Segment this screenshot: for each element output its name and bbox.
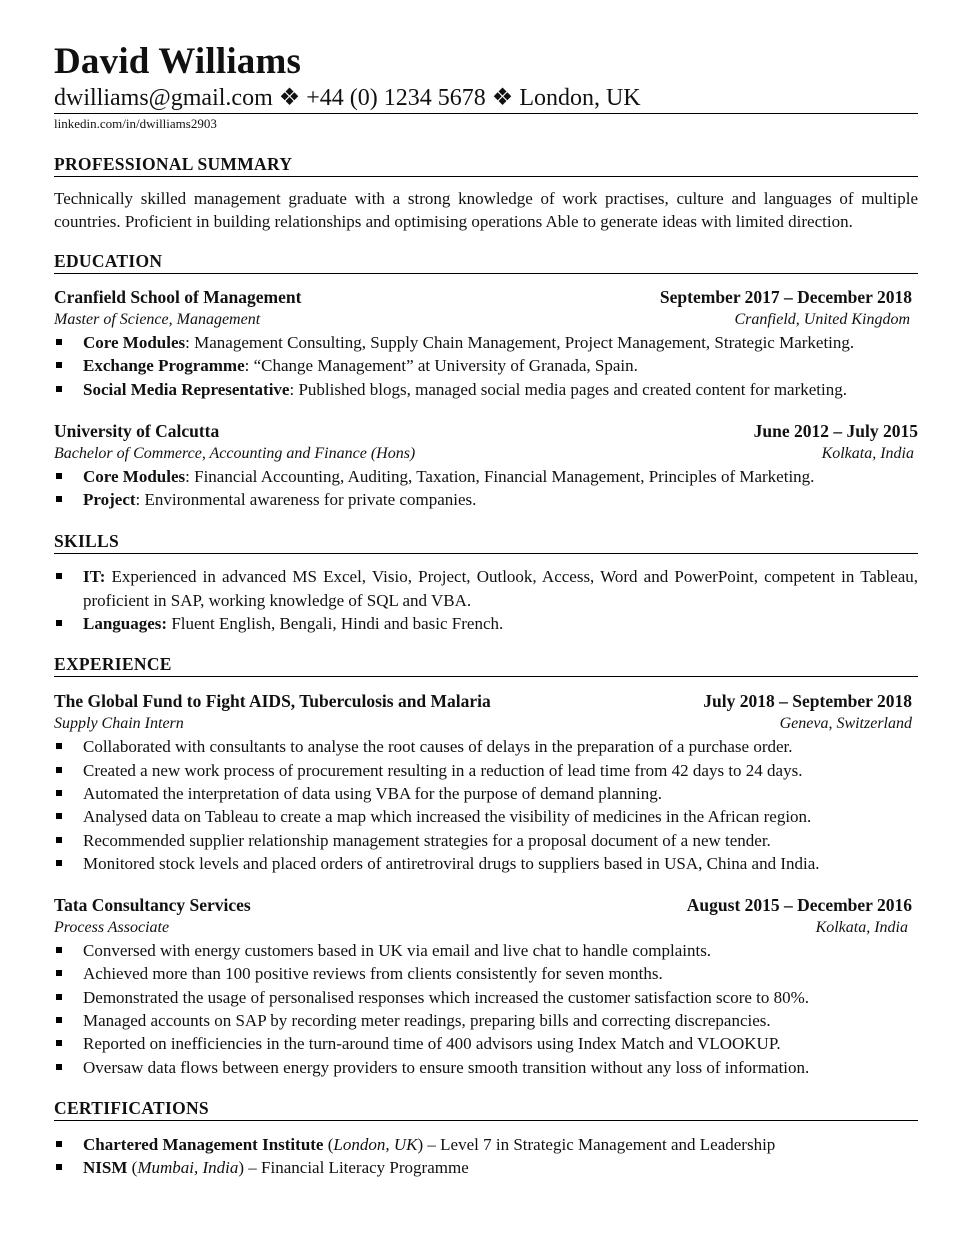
bullet-icon xyxy=(56,573,62,579)
certification-text: – Financial Literacy Programme xyxy=(244,1158,469,1178)
job-title: Process Associate xyxy=(54,919,170,937)
paren-close: ) xyxy=(238,1158,245,1178)
bullet-text: : Management Consulting, Supply Chain Management, Project Management, Strategic Marketing. xyxy=(185,333,855,352)
skill-label: IT: xyxy=(83,567,106,587)
experience-entry xyxy=(54,893,918,1079)
education-dates: September 2017 – December 2018 xyxy=(659,287,912,307)
education-location: Kolkata, India xyxy=(821,444,914,462)
section-title-skills: SKILLS xyxy=(54,530,918,554)
list-item xyxy=(54,1032,918,1055)
bullet-icon xyxy=(56,1141,62,1147)
list-item xyxy=(54,465,918,488)
bullet-icon xyxy=(56,1164,62,1170)
bullet-icon xyxy=(56,837,62,843)
list-item xyxy=(54,331,918,354)
list-item xyxy=(54,1133,918,1156)
bullet-icon xyxy=(56,1064,62,1070)
certification-location: Mumbai, India xyxy=(137,1158,239,1178)
list-item xyxy=(54,759,918,782)
list-item xyxy=(54,829,918,852)
employer-name: The Global Fund to Fight AIDS, Tuberculosis and Malaria xyxy=(54,691,491,712)
bullet-text: Conversed with energy customers based in UK via email and live chat to handle complaints. xyxy=(83,941,712,961)
paren-close: ) xyxy=(417,1134,424,1154)
list-item xyxy=(54,354,918,377)
resume-page xyxy=(54,40,918,1180)
list-item xyxy=(54,782,918,805)
bullet-label: Social Media Representative xyxy=(83,379,290,399)
skill-text: Fluent English, Bengali, Hindi and basic French. xyxy=(167,614,504,634)
bullet-icon xyxy=(56,813,62,819)
bullet-icon xyxy=(56,496,62,502)
bullet-label: Core Modules xyxy=(83,466,186,486)
bullet-text: Collaborated with consultants to analyse the root causes of delays in the preparation of a purchase order. xyxy=(83,737,793,757)
bullet-text: Created a new work process of procurement resulting in a reduction of lead time from 42 days to 24 days. xyxy=(83,760,803,780)
bullet-text: : Environmental awareness for private companies. xyxy=(135,490,477,510)
education-entry xyxy=(54,419,918,512)
bullet-label: Project xyxy=(83,490,136,510)
experience-location: Geneva, Switzerland xyxy=(779,715,912,733)
section-title-summary: PROFESSIONAL SUMMARY xyxy=(54,153,918,177)
bullet-text: Achieved more than 100 positive reviews from clients consistently for seven months. xyxy=(83,964,663,984)
bullet-text: : Published blogs, managed social media pages and created content for marketing. xyxy=(289,379,848,399)
certification-name: Chartered Management Institute xyxy=(83,1134,324,1154)
bullet-icon xyxy=(56,1017,62,1023)
section-title-certifications: CERTIFICATIONS xyxy=(54,1097,918,1121)
bullet-label: Core Modules xyxy=(83,333,186,352)
location: London, UK xyxy=(519,85,641,111)
certification-location: London, UK xyxy=(333,1134,418,1154)
bullet-icon xyxy=(56,790,62,796)
paren-open: ( xyxy=(127,1158,138,1178)
list-item xyxy=(54,612,918,635)
bullet-text: Reported on inefficiencies in the turn-around time of 400 advisors using Index Match and VLOOKUP. xyxy=(83,1034,781,1054)
certification-text: – Level 7 in Strategic Management and Leadership xyxy=(423,1134,776,1154)
bullet-text: : “Change Management” at University of Granada, Spain. xyxy=(244,356,638,376)
bullet-text: Managed accounts on SAP by recording meter readings, preparing bills and correcting discrepancies. xyxy=(83,1011,771,1031)
list-item xyxy=(54,565,918,612)
experience-dates: July 2018 – September 2018 xyxy=(703,691,912,712)
header-divider xyxy=(54,113,918,114)
list-item xyxy=(54,378,918,401)
list-item xyxy=(54,805,918,828)
education-location: Cranfield, United Kingdom xyxy=(734,311,910,328)
section-title-education: EDUCATION xyxy=(54,250,918,274)
bullet-icon xyxy=(56,386,62,392)
bullet-icon xyxy=(56,970,62,976)
bullet-label: Exchange Programme xyxy=(83,356,245,376)
bullet-icon xyxy=(56,339,62,345)
institution-name: University of Calcutta xyxy=(54,420,220,441)
bullet-icon xyxy=(56,994,62,1000)
phone: +44 (0) 1234 5678 xyxy=(306,85,486,111)
contact-line xyxy=(54,84,918,112)
linkedin-link[interactable]: linkedin.com/in/dwilliams2903 xyxy=(54,116,217,131)
candidate-name: David Williams xyxy=(54,41,302,82)
bullet-icon xyxy=(56,1040,62,1046)
paren-open: ( xyxy=(323,1134,334,1154)
institution-name: Cranfield School of Management xyxy=(54,287,302,307)
education-dates: June 2012 – July 2015 xyxy=(753,420,918,441)
list-item xyxy=(54,735,918,758)
separator-icon: ❖ xyxy=(491,85,514,111)
bullet-icon xyxy=(56,473,62,479)
degree: Master of Science, Management xyxy=(54,311,261,328)
certification-name: NISM xyxy=(83,1158,128,1178)
bullet-text: Analysed data on Tableau to create a map which increased the visibility of medicines in the African region. xyxy=(83,807,812,827)
list-item xyxy=(54,488,918,511)
experience-dates: August 2015 – December 2016 xyxy=(686,895,912,916)
section-title-experience: EXPERIENCE xyxy=(54,653,918,677)
bullet-text: Oversaw data flows between energy providers to ensure smooth transition without any loss of information. xyxy=(83,1057,810,1077)
bullet-icon xyxy=(56,362,62,368)
bullet-icon xyxy=(56,743,62,749)
bullet-icon xyxy=(56,860,62,866)
skill-text: Experienced in advanced MS Excel, Visio, Project, Outlook, Access, Word and PowerPoint, competent in Tableau, proficient in SAP, working knowledge of SQL and VBA. xyxy=(83,567,918,610)
summary-text: Technically skilled management graduate with a strong knowledge of work practises, culture and languages of multiple countries. Proficient in building relationships and optimising operations Able to generate ideas with limited direction. xyxy=(54,189,918,231)
separator-icon: ❖ xyxy=(278,85,301,111)
bullet-text: Demonstrated the usage of personalised responses which increased the customer satisfaction score to 80%. xyxy=(83,987,810,1007)
bullet-icon xyxy=(56,620,62,626)
list-item xyxy=(54,1156,918,1179)
bullet-text: Monitored stock levels and placed orders of antiretroviral drugs to suppliers based in USA, China and India. xyxy=(83,853,820,873)
list-item xyxy=(54,939,918,962)
bullet-text: : Financial Accounting, Auditing, Taxation, Financial Management, Principles of Marketing. xyxy=(185,466,815,486)
list-item xyxy=(54,986,918,1009)
experience-entry xyxy=(54,689,918,875)
bullet-icon xyxy=(56,947,62,953)
bullet-text: Automated the interpretation of data using VBA for the purpose of demand planning. xyxy=(83,783,662,803)
skill-label: Languages: xyxy=(83,614,168,634)
job-title: Supply Chain Intern xyxy=(54,715,184,733)
list-item xyxy=(54,962,918,985)
email[interactable]: dwilliams@gmail.com xyxy=(54,85,273,111)
employer-name: Tata Consultancy Services xyxy=(54,895,251,916)
bullet-text: Recommended supplier relationship management strategies for a proposal document of a new tender. xyxy=(83,830,771,850)
experience-location: Kolkata, India xyxy=(815,919,908,937)
list-item xyxy=(54,852,918,875)
list-item xyxy=(54,1009,918,1032)
degree: Bachelor of Commerce, Accounting and Finance (Hons) xyxy=(54,444,416,462)
bullet-icon xyxy=(56,767,62,773)
list-item xyxy=(54,1056,918,1079)
education-entry xyxy=(54,285,918,401)
